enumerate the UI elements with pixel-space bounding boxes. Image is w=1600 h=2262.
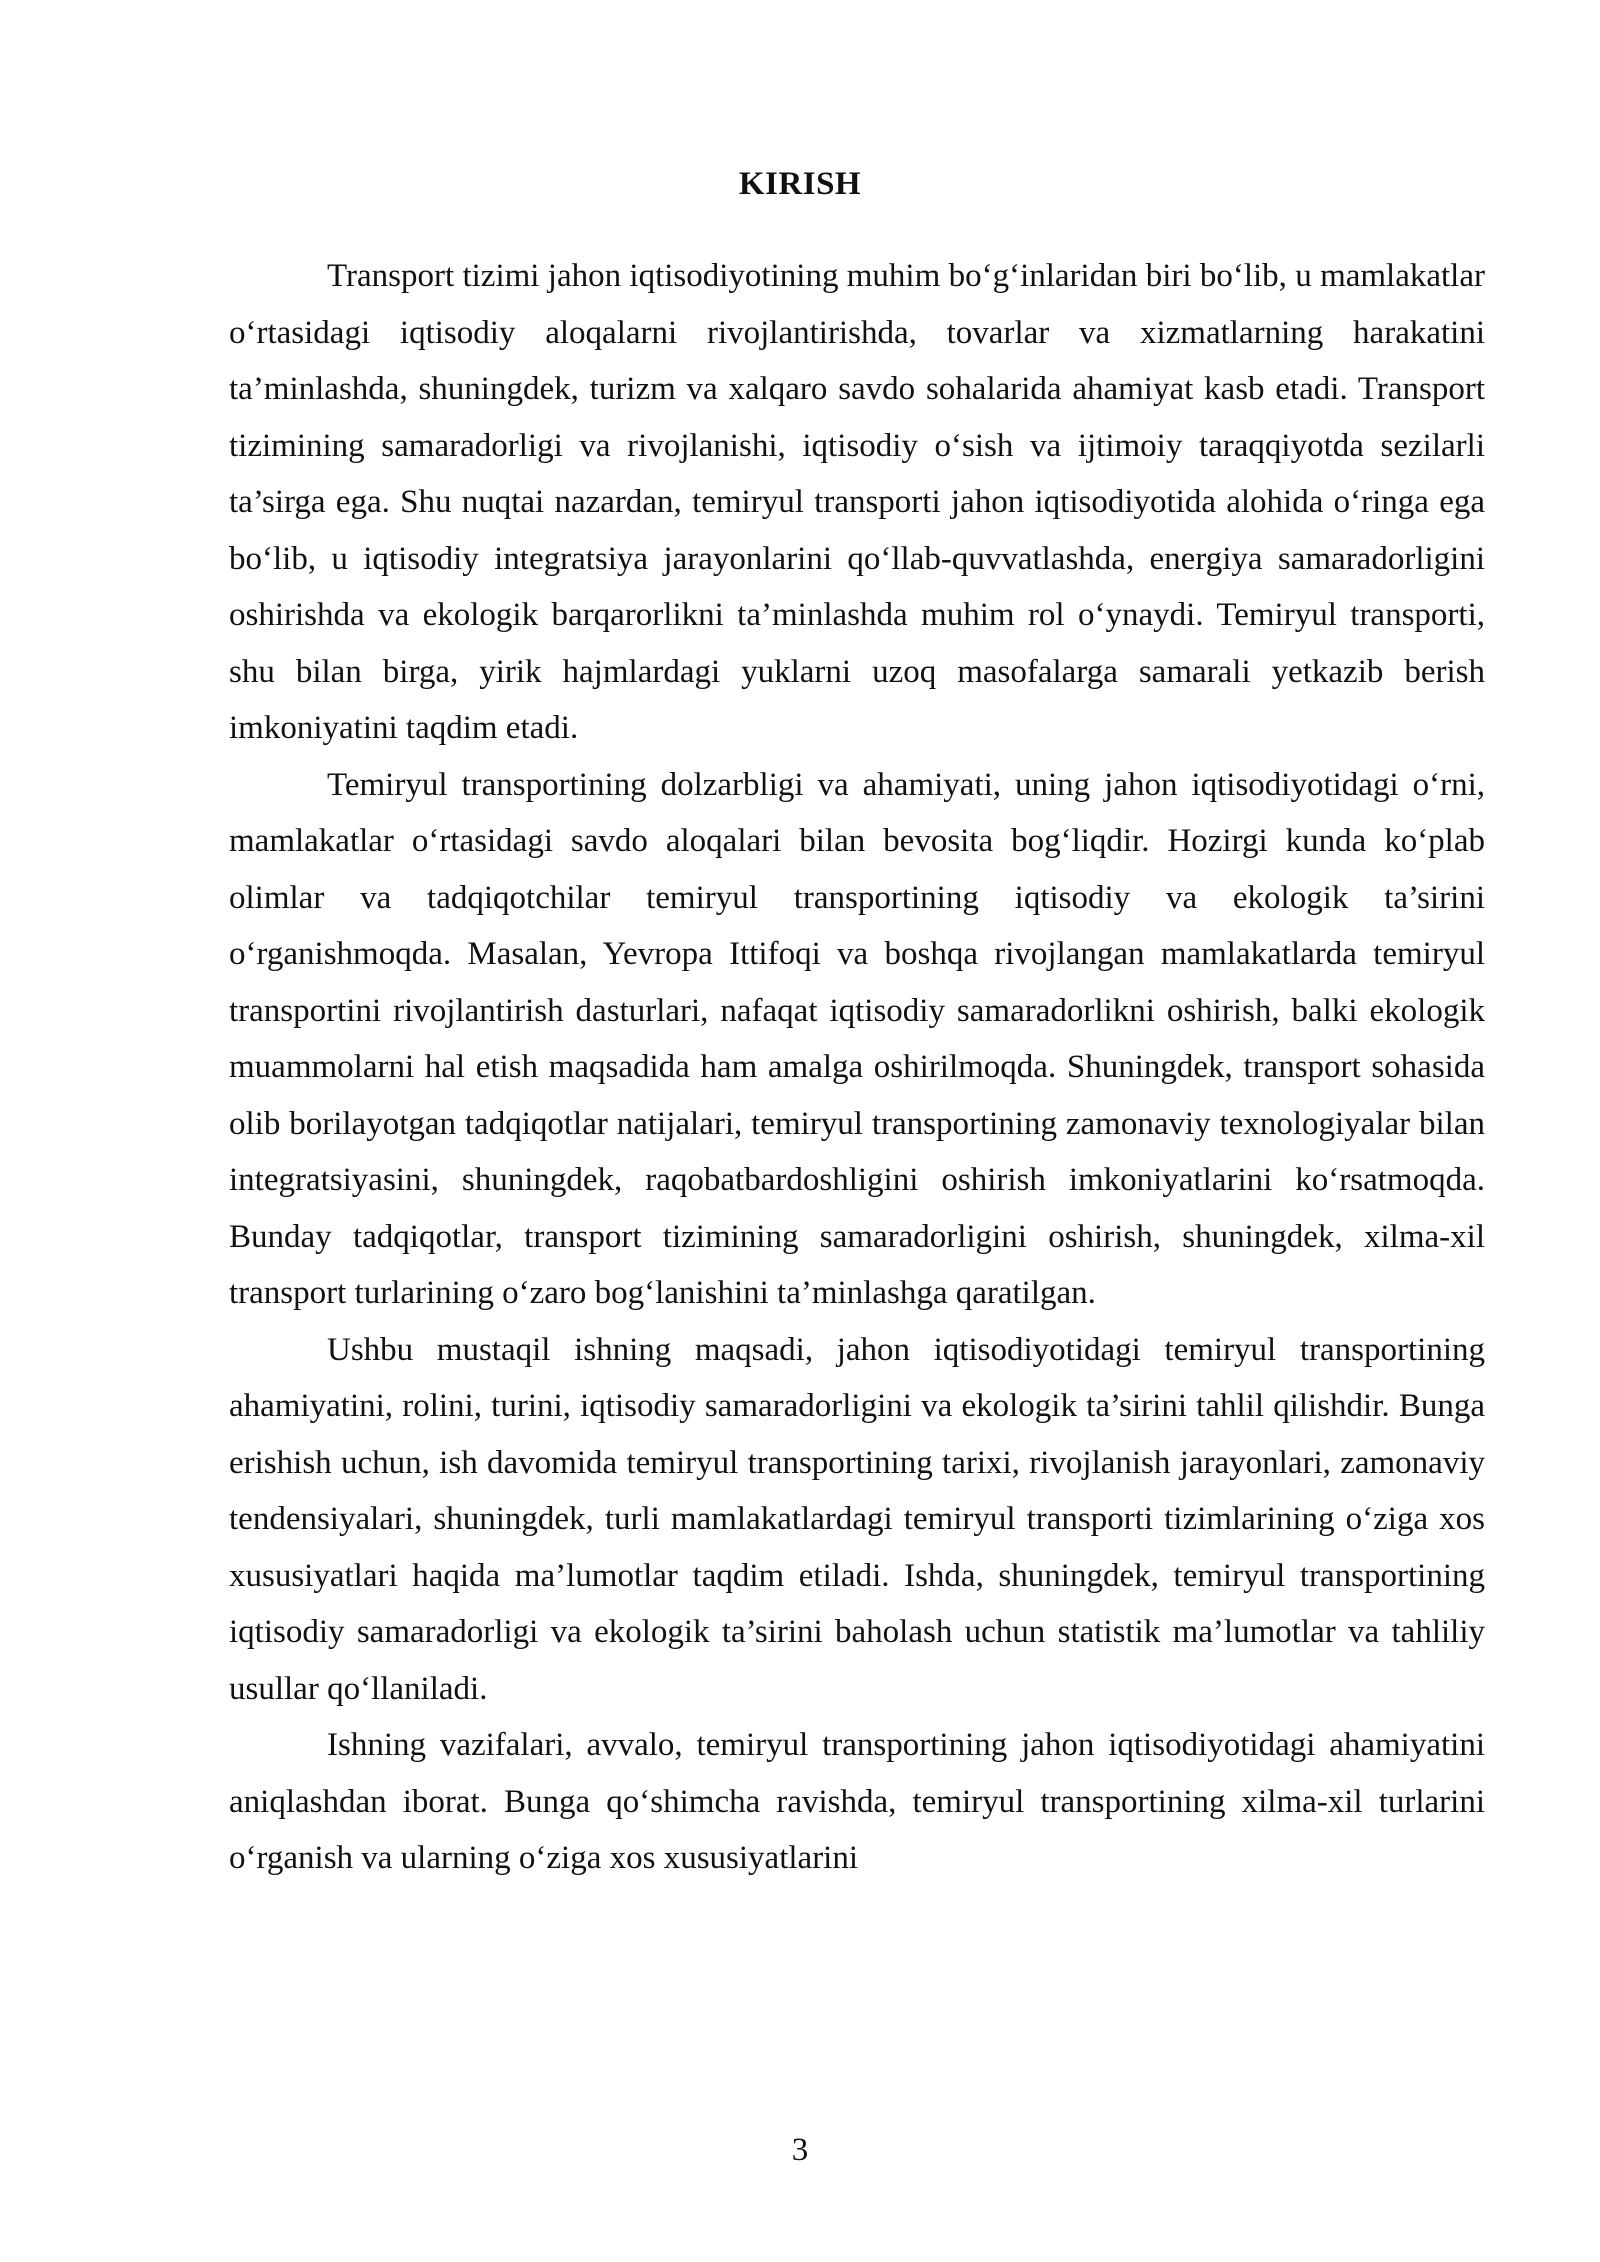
paragraph-2: Temiryul transportining dolzarbligi va ahamiyati, uning jahon iqtisodiyotidagi o‘rni, mamlakatlar o‘rtasidagi savdo aloqalari bilan bevosita bog‘liqdir. Hozirgi kunda ko‘plab olimlar va tadqiqotchilar temiryul transportining iqtisodiy va ekologik ta’sirini o‘rganishmoqda. Masalan, Yevropa Ittifoqi va boshqa rivojlangan mamlakatlarda temiryul transportini rivojlantirish dasturlari, nafaqat iqtisodiy samaradorlikni oshirish, balki ekologik muammolarni hal etish maqsadida ham amalga oshirilmoqda. Shuningdek, transport sohasida olib borilayotgan tadqiqotlar natijalari, temiryul transportining zamonaviy texnologiyalar bilan integratsiyasini, shuningdek, raqobatbardoshligini oshirish imkoniyatlarini ko‘rsatmoqda. Bunday tadqiqotlar, transport tizimining samaradorligini oshirish, shuningdek, xilma-xil transport turlarining o‘zaro bog‘lanishini ta’minlashga qaratilgan. <box>229 766 1485 1311</box>
paragraph-1: Transport tizimi jahon iqtisodiyotining muhim bo‘g‘inlaridan biri bo‘lib, u mamlakatlar o‘rtasidagi iqtisodiy aloqalarni rivojlantirishda, tovarlar va xizmatlarning harakatini ta’minlashda, shuningdek, turizm va xalqaro savdo sohalarida ahamiyat kasb etadi. Transport tizimining samaradorligi va rivojlanishi, iqtisodiy o‘sish va ijtimoiy taraqqiyotda sezilarli ta’sirga ega. Shu nuqtai nazardan, temiryul transporti jahon iqtisodiyotida alohida o‘ringa ega bo‘lib, u iqtisodiy integratsiya jarayonlarini qo‘llab-quvvatlashda, energiya samaradorligini oshirishda va ekologik barqarorlikni ta’minlashda muhim rol o‘ynaydi. Temiryul transporti, shu bilan birga, yirik hajmlardagi yuklarni uzoq masofalarga samarali yetkazib berish imkoniyatini taqdim etadi. <box>229 258 1485 746</box>
body-text <box>229 248 1485 1887</box>
page-number: 3 <box>791 2132 809 2168</box>
paragraph-4: Ishning vazifalari, avvalo, temiryul transportining jahon iqtisodiyotidagi ahamiyatini aniqlashdan iborat. Bunga qo‘shimcha ravishda, temiryul transportining xilma-xil turlarini o‘rganish va ularning o‘ziga xos xususiyatlarini <box>229 1727 1485 1876</box>
paragraph-3: Ushbu mustaqil ishning maqsadi, jahon iqtisodiyotidagi temiryul transportining ahamiyatini, rolini, turini, iqtisodiy samaradorligini va ekologik ta’sirini tahlil qilishdir. Bunga erishish uchun, ish davomida temiryul transportining tarixi, rivojlanish jarayonlari, zamonaviy tendensiyalari, shuningdek, turli mamlakatlardagi temiryul transporti tizimlarining o‘ziga xos xususiyatlari haqida ma’lumotlar taqdim etiladi. Ishda, shuningdek, temiryul transportining iqtisodiy samaradorligi va ekologik ta’sirini baholash uchun statistik ma’lumotlar va tahliliy usullar qo‘llaniladi. <box>229 1331 1485 1707</box>
page-heading: KIRISH <box>738 166 862 202</box>
